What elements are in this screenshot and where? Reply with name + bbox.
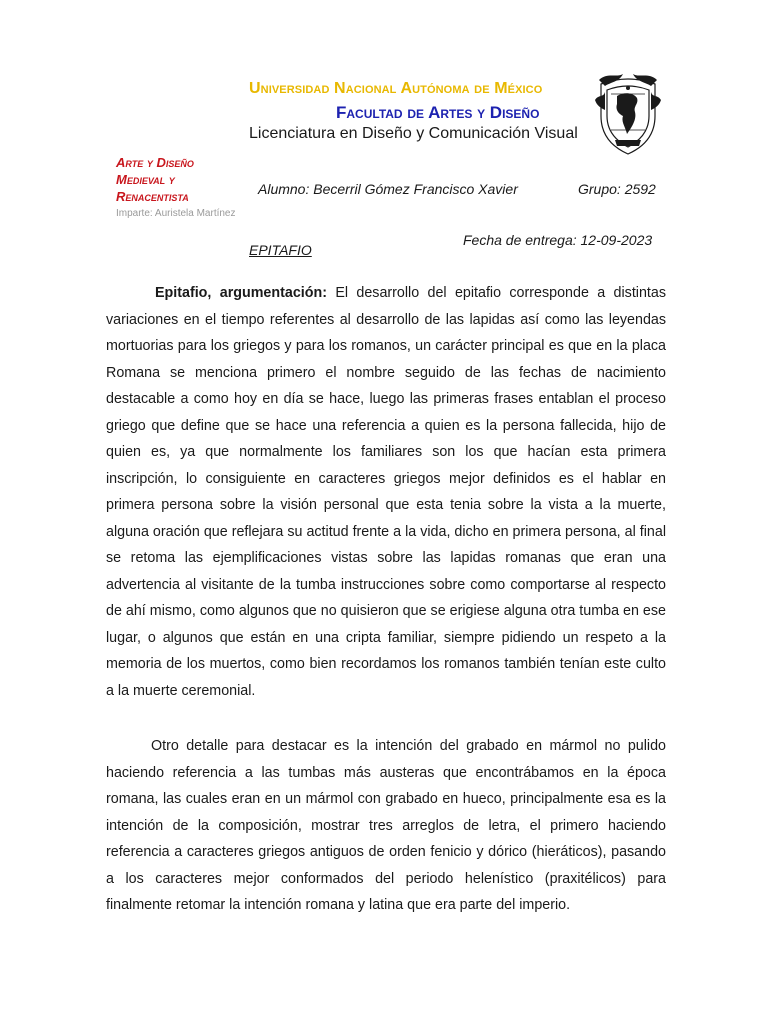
document-title: EPITAFIO xyxy=(249,242,312,258)
group-number: Grupo: 2592 xyxy=(578,181,656,197)
course-name: Arte y Diseño Medieval y Renacentista xyxy=(116,155,194,204)
unam-crest-icon xyxy=(593,70,663,158)
paragraph-2: Otro detalle para destacar es la intención del grabado en mármol no pulido haciendo referencia a las tumbas más austeras que encontrábamos en la época romana, las cuales eran en un mármol con grabado en hueco, principalmente esa es la intención de la composición, mostrar tres arreglos de letra, el primero haciendo referencia a caracteres griegos antiguos de orden fenicio y dórico (hieráticos), pasando a los caracteres mejor conformados del periodo helenístico (praxitélicos) para finalmente retomar la intención romana y latina que era parte del imperio. xyxy=(106,738,666,913)
teacher-name: Imparte: Auristela Martínez xyxy=(116,208,236,219)
paragraph-1-text: El desarrollo del epitafio corresponde a distintas variaciones en el tiempo referentes al desarrollo de las lapidas así como las leyendas mortuorias para los griegos y para los romanos, un carácter principal es que en la placa Romana se menciona primero el nombre seguido de las fechas de nacimiento destacable a como hoy en día se hace, luego las primeras frases entablan el proceso griego que define que se hace una referencia a quien es la persona fallecida, hijo de quien es, ya que normalmente los familiares son los que hacían esta primera inscripción, lo consiguiente en caracteres griegos mejor definidos es el hablar en primera persona sobre la visión personal que esta tenia sobre la vista a la muerte, alguna oración que reflejara su actitud frente a la vida, dicho en primera persona, al final se retoma las ejemplificaciones vistas sobre las lapidas romanas que eran una advertencia al visitante de la tumba instrucciones sobre como comportarse al respecto de ahí mismo, como algunos que no quisieron que se erigiese alguna otra tumba en ese lugar, o algunos que están en una cripta familiar, siempre pidiendo un respeto a la memoria de los muertos, como bien recordamos los romanos también tenían este culto a la muerte ceremonial. xyxy=(106,285,666,699)
paragraph-1-lead: Epitafio, argumentación: xyxy=(155,285,327,301)
delivery-date: Fecha de entrega: 12-09-2023 xyxy=(463,232,653,248)
degree-title: Licenciatura en Diseño y Comunicación Visual xyxy=(249,125,578,142)
paragraph-1 xyxy=(106,280,666,704)
faculty-title: Facultad de Artes y Diseño xyxy=(336,103,540,122)
university-title: Universidad Nacional Autónoma de México xyxy=(249,80,543,97)
student-name: Alumno: Becerril Gómez Francisco Xavier xyxy=(258,181,518,197)
